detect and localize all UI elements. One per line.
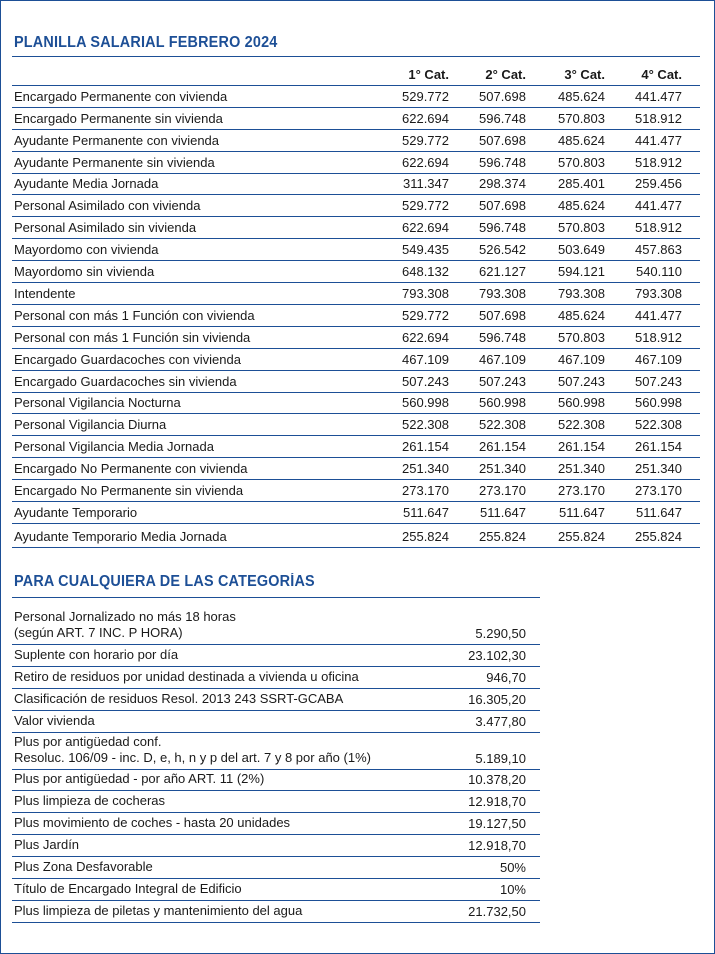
row-label: Mayordomo sin vivienda xyxy=(14,264,155,280)
cell-cat-1: 467.109 xyxy=(402,351,449,367)
item-label-line: Plus limpieza de piletas y mantenimiento del agua xyxy=(14,902,303,918)
item-label-line: Suplente con horario por día xyxy=(14,646,179,662)
cell-cat-4: 467.109 xyxy=(635,351,682,367)
cell-cat-3: 285.401 xyxy=(558,176,605,192)
table-row xyxy=(12,152,700,174)
table-row xyxy=(12,349,700,371)
item-label xyxy=(14,691,343,707)
column-header-cat-2: 2° Cat. xyxy=(485,67,526,82)
table-row xyxy=(12,415,700,437)
item-label-line: Plus Jardín xyxy=(14,837,80,853)
row-label: Encargado No Permanente con vivienda xyxy=(14,461,248,477)
cell-cat-3: 261.154 xyxy=(558,439,605,455)
general-table-title: PARA CUALQUIERA DE LAS CATEGORÍAS xyxy=(14,573,315,590)
row-label: Personal con más 1 Función sin vivienda xyxy=(14,329,251,345)
row-label: Intendente xyxy=(14,285,76,301)
cell-cat-4: 261.154 xyxy=(635,439,682,455)
list-item xyxy=(12,835,540,857)
cell-cat-3: 255.824 xyxy=(558,529,605,544)
item-label xyxy=(14,734,371,766)
cell-cat-1: 622.694 xyxy=(402,110,449,126)
cell-cat-1: 622.694 xyxy=(402,329,449,345)
cell-cat-3: 485.624 xyxy=(558,88,605,104)
cell-cat-2: 507.698 xyxy=(479,198,526,214)
list-item xyxy=(12,792,540,814)
item-value: 16.305,20 xyxy=(468,691,526,707)
item-value: 5.189,10 xyxy=(475,750,526,766)
cell-cat-4: 522.308 xyxy=(635,417,682,433)
cell-cat-3: 511.647 xyxy=(558,504,605,520)
cell-cat-3: 570.803 xyxy=(558,329,605,345)
row-label: Personal con más 1 Función con vivienda xyxy=(14,307,255,323)
title-divider xyxy=(12,56,700,57)
row-label: Personal Vigilancia Nocturna xyxy=(14,395,181,411)
cell-cat-1: 511.647 xyxy=(402,504,449,520)
cell-cat-3: 251.340 xyxy=(558,461,605,477)
cell-cat-2: 522.308 xyxy=(479,417,526,433)
cell-cat-2: 298.374 xyxy=(479,176,526,192)
cell-cat-4: 255.824 xyxy=(635,529,682,544)
cell-cat-2: 560.998 xyxy=(479,395,526,411)
cell-cat-3: 507.243 xyxy=(558,373,605,389)
item-label-line: Valor vivienda xyxy=(14,712,95,728)
row-label: Ayudante Permanente con vivienda xyxy=(14,132,220,148)
row-label: Encargado Guardacoches con vivienda xyxy=(14,351,241,367)
cell-cat-1: 529.772 xyxy=(402,198,449,214)
list-item xyxy=(12,667,540,689)
cell-cat-3: 503.649 xyxy=(558,242,605,258)
cell-cat-2: 507.698 xyxy=(479,132,526,148)
cell-cat-1: 311.347 xyxy=(402,176,449,192)
cell-cat-3: 485.624 xyxy=(558,307,605,323)
cell-cat-4: 441.477 xyxy=(635,198,682,214)
cell-cat-1: 549.435 xyxy=(402,242,449,258)
item-label xyxy=(14,793,165,809)
table-row xyxy=(12,108,700,130)
cell-cat-1: 560.998 xyxy=(402,395,449,411)
column-header-cat-3: 3° Cat. xyxy=(564,67,605,82)
cell-cat-4: 457.863 xyxy=(635,242,682,258)
cell-cat-4: 441.477 xyxy=(635,307,682,323)
row-label: Ayudante Media Jornada xyxy=(14,176,159,192)
cell-cat-4: 511.647 xyxy=(635,504,682,520)
row-label: Ayudante Temporario Media Jornada xyxy=(14,529,227,544)
row-label: Encargado Permanente con vivienda xyxy=(14,88,228,104)
item-value: 10% xyxy=(499,881,526,897)
list-item xyxy=(12,711,540,733)
cell-cat-4: 441.477 xyxy=(635,88,682,104)
row-label: Personal Vigilancia Diurna xyxy=(14,417,167,433)
item-value: 12.918,70 xyxy=(468,794,526,810)
cell-cat-3: 485.624 xyxy=(558,132,605,148)
table-row xyxy=(12,458,700,480)
list-item xyxy=(12,857,540,879)
item-label-line: Resoluc. 106/09 - inc. D, e, h, n y p del art. 7 y 8 por año (1%) xyxy=(14,749,371,765)
table-row xyxy=(12,393,700,415)
cell-cat-3: 570.803 xyxy=(558,154,605,170)
cell-cat-2: 526.542 xyxy=(479,242,526,258)
item-label-line: Personal Jornalizado no más 18 horas xyxy=(14,609,236,624)
table-row xyxy=(12,305,700,327)
cell-cat-1: 255.824 xyxy=(402,529,449,544)
item-value: 3.477,80 xyxy=(475,713,526,729)
cell-cat-2: 793.308 xyxy=(479,285,526,301)
cell-cat-1: 529.772 xyxy=(402,132,449,148)
item-label-line: (según ART. 7 INC. P HORA) xyxy=(14,625,183,640)
list-item xyxy=(12,733,540,770)
list-item xyxy=(12,813,540,835)
row-label: Encargado No Permanente sin vivienda xyxy=(14,483,244,499)
cell-cat-3: 570.803 xyxy=(558,110,605,126)
cell-cat-2: 511.647 xyxy=(479,504,526,520)
cell-cat-1: 522.308 xyxy=(402,417,449,433)
table-row xyxy=(12,217,700,239)
cell-cat-2: 596.748 xyxy=(479,220,526,236)
item-label-line: Plus por antigüedad - por año ART. 11 (2%) xyxy=(14,771,265,787)
cell-cat-2: 507.698 xyxy=(479,88,526,104)
item-label-line: Clasificación de residuos Resol. 2013 243 SSRT-GCABA xyxy=(14,690,344,706)
cell-cat-2: 596.748 xyxy=(479,154,526,170)
item-label xyxy=(14,647,178,663)
item-label-line: Plus movimiento de coches - hasta 20 unidades xyxy=(14,815,291,831)
item-value: 19.127,50 xyxy=(468,816,526,832)
row-label: Mayordomo con vivienda xyxy=(14,242,159,258)
cell-cat-1: 507.243 xyxy=(402,373,449,389)
cell-cat-4: 441.477 xyxy=(635,132,682,148)
cell-cat-4: 518.912 xyxy=(635,154,682,170)
row-label: Personal Asimilado sin vivienda xyxy=(14,220,197,236)
cell-cat-4: 518.912 xyxy=(635,110,682,126)
row-label: Encargado Guardacoches sin vivienda xyxy=(14,373,237,389)
cell-cat-4: 540.110 xyxy=(635,264,682,280)
cell-cat-2: 261.154 xyxy=(479,439,526,455)
cell-cat-3: 570.803 xyxy=(558,220,605,236)
cell-cat-2: 596.748 xyxy=(479,110,526,126)
column-header-cat-1: 1° Cat. xyxy=(408,67,449,82)
cell-cat-3: 793.308 xyxy=(558,285,605,301)
cell-cat-2: 507.243 xyxy=(479,373,526,389)
table-row xyxy=(12,371,700,393)
item-label xyxy=(14,609,236,641)
cell-cat-1: 793.308 xyxy=(402,285,449,301)
table-row xyxy=(12,502,700,524)
row-label: Personal Vigilancia Media Jornada xyxy=(14,439,214,455)
cell-cat-2: 507.698 xyxy=(479,307,526,323)
cell-cat-1: 622.694 xyxy=(402,220,449,236)
cell-cat-1: 261.154 xyxy=(402,439,449,455)
cell-cat-1: 648.132 xyxy=(402,264,449,280)
cell-cat-3: 560.998 xyxy=(558,395,605,411)
column-header-cat-4: 4° Cat. xyxy=(641,67,682,82)
table-row xyxy=(12,174,700,196)
item-label xyxy=(14,859,153,875)
table-row xyxy=(12,327,700,349)
cell-cat-3: 485.624 xyxy=(558,198,605,214)
cell-cat-2: 621.127 xyxy=(479,264,526,280)
cell-cat-2: 273.170 xyxy=(479,483,526,499)
item-label-line: Plus limpieza de cocheras xyxy=(14,793,166,809)
cell-cat-4: 518.912 xyxy=(635,329,682,345)
item-label xyxy=(14,713,95,729)
item-label-line: Plus por antigüedad conf. xyxy=(14,733,162,749)
section-divider xyxy=(12,597,540,598)
cell-cat-4: 259.456 xyxy=(635,176,682,192)
table-row xyxy=(12,239,700,261)
item-value: 21.732,50 xyxy=(468,903,526,919)
item-label xyxy=(14,837,79,853)
cell-cat-4: 251.340 xyxy=(635,461,682,477)
cell-cat-2: 596.748 xyxy=(479,329,526,345)
table-row xyxy=(12,283,700,305)
cell-cat-2: 467.109 xyxy=(479,351,526,367)
item-label xyxy=(14,669,359,685)
item-label xyxy=(14,815,290,831)
row-label: Ayudante Permanente sin vivienda xyxy=(14,154,215,170)
table-row xyxy=(12,86,700,108)
cell-cat-3: 273.170 xyxy=(558,483,605,499)
list-item xyxy=(12,645,540,667)
table-row xyxy=(12,436,700,458)
item-value: 5.290,50 xyxy=(475,626,526,641)
cell-cat-4: 518.912 xyxy=(635,220,682,236)
item-label xyxy=(14,771,264,787)
list-item xyxy=(12,879,540,901)
cell-cat-2: 251.340 xyxy=(479,461,526,477)
item-label-line: Título de Encargado Integral de Edificio xyxy=(14,880,242,896)
list-item xyxy=(12,689,540,711)
table-row xyxy=(12,524,700,548)
salary-table-title: PLANILLA SALARIAL FEBRERO 2024 xyxy=(14,34,278,51)
row-label: Ayudante Temporario xyxy=(14,504,138,520)
item-value: 946,70 xyxy=(486,669,526,685)
table-row xyxy=(12,480,700,502)
cell-cat-1: 529.772 xyxy=(402,88,449,104)
table-row xyxy=(12,196,700,218)
item-label-line: Retiro de residuos por unidad destinada a vivienda u oficina xyxy=(14,668,359,684)
item-value: 12.918,70 xyxy=(468,838,526,854)
table-row xyxy=(12,261,700,283)
cell-cat-1: 622.694 xyxy=(402,154,449,170)
cell-cat-3: 594.121 xyxy=(558,264,605,280)
cell-cat-3: 467.109 xyxy=(558,351,605,367)
cell-cat-1: 273.170 xyxy=(402,483,449,499)
cell-cat-4: 793.308 xyxy=(635,285,682,301)
cell-cat-4: 273.170 xyxy=(635,483,682,499)
list-item xyxy=(12,901,540,923)
row-label: Personal Asimilado con vivienda xyxy=(14,198,201,214)
cell-cat-4: 560.998 xyxy=(635,395,682,411)
item-label xyxy=(14,881,242,897)
item-label xyxy=(14,903,302,919)
cell-cat-3: 522.308 xyxy=(558,417,605,433)
table-row xyxy=(12,130,700,152)
item-value: 23.102,30 xyxy=(468,647,526,663)
item-value: 10.378,20 xyxy=(468,772,526,788)
list-item xyxy=(12,770,540,792)
list-item xyxy=(12,608,540,645)
cell-cat-1: 529.772 xyxy=(402,307,449,323)
cell-cat-4: 507.243 xyxy=(635,373,682,389)
cell-cat-2: 255.824 xyxy=(479,529,526,544)
item-value: 50% xyxy=(499,860,526,876)
row-label: Encargado Permanente sin vivienda xyxy=(14,110,223,126)
item-label-line: Plus Zona Desfavorable xyxy=(14,859,153,875)
cell-cat-1: 251.340 xyxy=(402,461,449,477)
